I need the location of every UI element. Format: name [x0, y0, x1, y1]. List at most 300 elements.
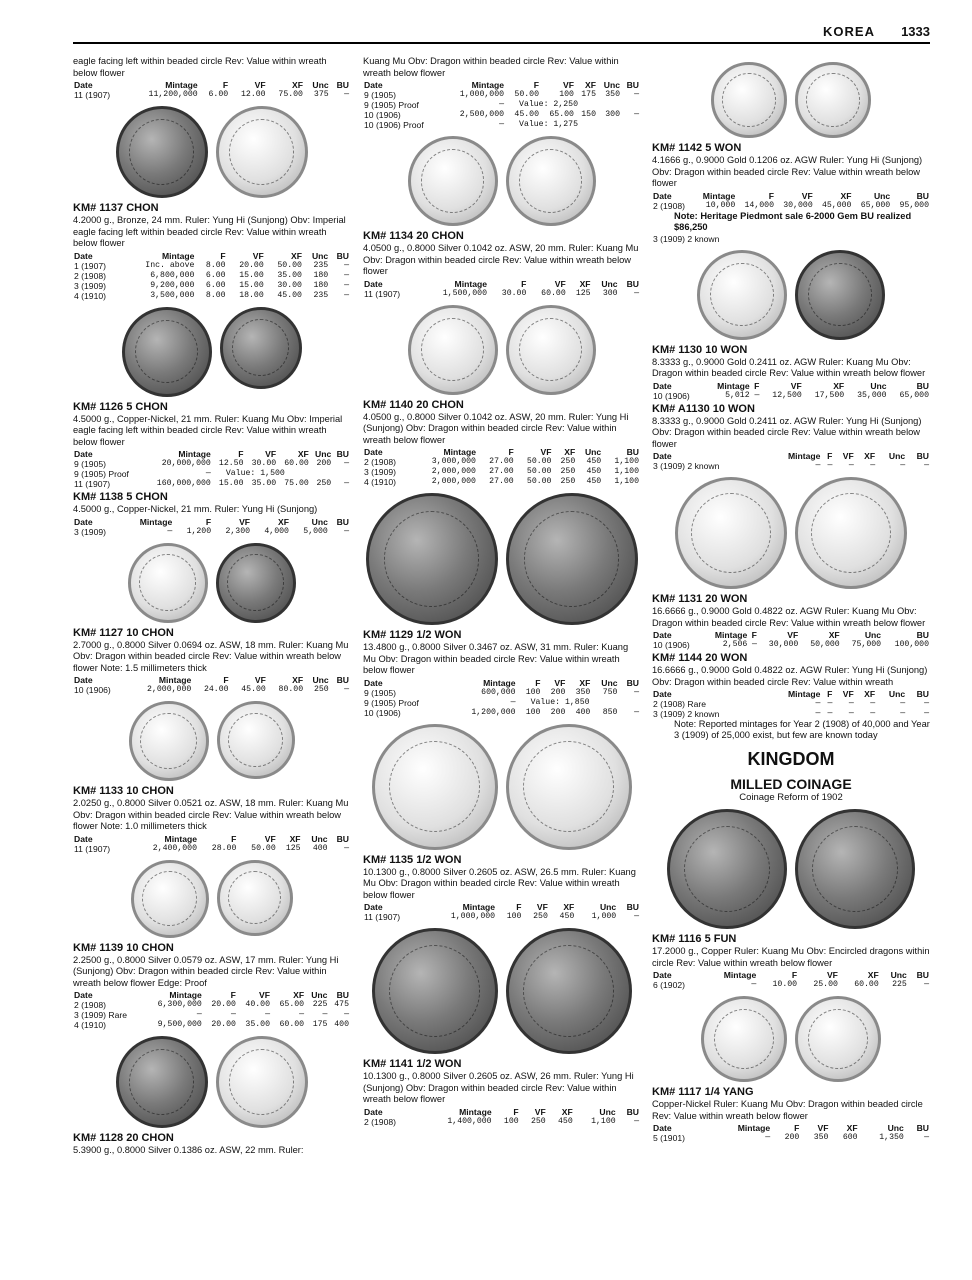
- column-header: Date: [653, 970, 672, 980]
- table-cell: [895, 234, 902, 244]
- table-cell: 180: [313, 270, 329, 280]
- table-cell: 350: [575, 687, 591, 697]
- mintage-table: [652, 1123, 930, 1143]
- table-cell: 2 (1908): [364, 1116, 397, 1127]
- table-cell: —: [499, 120, 505, 129]
- mintage-table: [652, 630, 930, 650]
- column-header: Unc: [864, 630, 882, 640]
- column-header: F: [751, 630, 757, 640]
- column-header: Mintage: [443, 447, 476, 457]
- column-header: BU: [916, 380, 929, 391]
- table-header-row: [363, 1107, 640, 1117]
- entry-title: KM# 1127 10 CHON: [73, 626, 174, 639]
- table-cell: 30,000: [768, 640, 799, 649]
- coin-reverse-image: [506, 724, 632, 850]
- table-cell: 1,100: [614, 457, 639, 466]
- column-header: Unc: [888, 689, 906, 699]
- catalog-entry: [652, 593, 930, 650]
- column-header: BU: [336, 449, 349, 459]
- column-header: F: [222, 80, 229, 90]
- table-cell: 1,400,000: [447, 1116, 492, 1126]
- table-cell: 4,000: [264, 526, 289, 536]
- table-cell: —: [900, 709, 906, 718]
- table-cell: 50.00: [251, 843, 276, 853]
- table-cell: 600: [842, 1133, 858, 1142]
- table-cell: 450: [586, 457, 602, 466]
- column-header: F: [220, 250, 226, 261]
- table-cell: 3 (1909) 2 known: [653, 233, 720, 244]
- table-row: [652, 640, 930, 650]
- table-cell: 65,000: [860, 200, 891, 210]
- column-header: VF: [540, 447, 552, 457]
- column-header: Mintage: [164, 833, 197, 844]
- table-cell: 9 (1905): [364, 90, 397, 100]
- column-header: BU: [916, 689, 929, 699]
- table-row: [73, 685, 350, 695]
- column-header: Date: [74, 516, 93, 527]
- table-cell: [923, 234, 930, 244]
- entry-description: 4.5000 g., Copper-Nickel, 21 mm. Ruler: Yung Hi (Sunjong): [73, 504, 318, 514]
- table-header-row: [73, 449, 350, 459]
- table-cell: 35.00: [251, 479, 277, 488]
- table-row: [652, 461, 930, 471]
- column-header: XF: [833, 380, 845, 391]
- table-cell: —: [827, 699, 833, 708]
- table-cell: 9 (1905) Proof: [364, 697, 419, 708]
- table-cell: 20.00: [211, 1020, 236, 1029]
- catalog-entry: [363, 629, 640, 718]
- column-header: F: [205, 516, 212, 527]
- table-cell: —: [344, 479, 349, 488]
- mintage-table: [73, 251, 350, 301]
- table-cell: 30.00: [277, 280, 302, 290]
- column-header: Date: [74, 250, 93, 261]
- column-header: Date: [653, 380, 672, 391]
- table-row: [73, 1000, 350, 1010]
- column-header: Mintage: [483, 677, 516, 688]
- catalog-entry: [73, 56, 350, 100]
- coin-obverse-image: [129, 701, 209, 781]
- column-header: BU: [336, 990, 349, 1000]
- table-cell: 300: [605, 110, 620, 119]
- table-cell: 235: [313, 290, 329, 300]
- entry-title: KM# 1129 1/2 WON: [363, 629, 462, 641]
- column-header: VF: [817, 1123, 829, 1133]
- column-header: VF: [842, 451, 854, 461]
- column-header: Unc: [311, 833, 328, 844]
- table-cell: 1,000,000: [450, 912, 496, 921]
- column-header: F: [513, 1106, 519, 1117]
- table-cell: 1,500,000: [442, 288, 487, 298]
- table-cell: 45.00: [241, 685, 266, 694]
- column-header: Date: [653, 1123, 672, 1133]
- table-cell: —: [196, 1010, 202, 1019]
- table-cell: 10 (1906): [74, 685, 111, 695]
- table-cell: —: [751, 980, 757, 989]
- column-header: XF: [292, 80, 303, 90]
- table-cell: [909, 234, 916, 244]
- table-cell: 50.00: [277, 260, 302, 270]
- entry-note: Note: Reported mintages for Year 2 (1908) of 40,000 and Year 3 (1909) of 25,000 exist, but few are known today: [674, 719, 930, 740]
- coin-obverse-image: [701, 996, 787, 1082]
- table-cell: 10 (1906): [653, 390, 690, 401]
- entry-title: KM# A1130 10 WON: [652, 402, 755, 415]
- table-cell: 3 (1909) 2 known: [653, 461, 720, 471]
- entry-title: KM# 1137 CHON: [73, 202, 159, 214]
- table-cell: 5,012: [725, 390, 750, 400]
- column-header: VF: [554, 278, 566, 289]
- column-header: VF: [252, 250, 264, 261]
- section-subheading: MILLED COINAGE: [730, 776, 852, 792]
- table-cell: 3 (1909): [364, 467, 397, 477]
- table-row: [73, 1010, 350, 1020]
- table-cell: —: [299, 1010, 305, 1019]
- table-row: [73, 1020, 350, 1030]
- column-header: VF: [534, 1106, 546, 1117]
- catalog-entry: [363, 56, 640, 130]
- column-header: Date: [653, 451, 672, 461]
- table-row: [73, 479, 350, 489]
- entry-description: eagle facing left within beaded circle Rev: Value within wreath below flower: [73, 56, 327, 78]
- mintage-table: [363, 80, 640, 130]
- table-cell: 3 (1909) 2 known: [653, 709, 720, 719]
- column-header: VF: [254, 80, 266, 90]
- table-cell: 2 (1908) Rare: [653, 699, 707, 709]
- table-cell: —: [924, 709, 929, 718]
- entry-note: Note: Heritage Piedmont sale 6-2000 Gem BU realized $86,250: [674, 210, 912, 232]
- column-header: BU: [626, 447, 639, 457]
- table-cell: 450: [586, 467, 602, 476]
- table-row: [363, 120, 640, 130]
- table-cell: 175: [581, 90, 596, 99]
- table-cell: 35.00: [245, 1020, 270, 1029]
- column-2: [363, 56, 640, 1127]
- entry-title: KM# 1142 5 WON: [652, 142, 742, 154]
- table-cell: 12.00: [241, 90, 266, 99]
- table-cell: [916, 234, 923, 244]
- table-cell: 175: [312, 1020, 328, 1029]
- column-header: XF: [289, 833, 301, 844]
- table-cell: 65.00: [279, 1000, 305, 1009]
- table-cell: 150: [581, 110, 596, 119]
- table-row: [652, 699, 930, 709]
- entry-description: 4.2000 g., Bronze, 24 mm. Ruler: Yung Hi (Sunjong) Obv: Imperial eagle facing left within beaded circle Rev: Value within wreath below flower: [73, 215, 346, 248]
- table-cell: 100,000: [894, 640, 929, 649]
- table-cell: —: [924, 461, 929, 470]
- table-cell: 1,200,000: [471, 707, 516, 717]
- coin-obverse-image: [697, 250, 787, 340]
- entry-description: 8.3333 g., 0.9000 Gold 0.2411 oz. AGW Ruler: Yung Hi (Sunjong) Obv: Dragon within beaded circle Rev: Value within wreath below flower: [652, 415, 922, 449]
- entry-title: KM# 1138 5 CHON: [73, 491, 168, 503]
- column-header: VF: [239, 516, 251, 527]
- table-cell: 45.00: [277, 290, 302, 300]
- table-cell: 50.00: [526, 457, 552, 466]
- table-cell: 24.00: [203, 685, 229, 694]
- coin-reverse-image: [506, 928, 632, 1054]
- table-cell: 100: [503, 1116, 519, 1126]
- table-row: [363, 698, 640, 708]
- table-cell: 10 (1906): [653, 640, 690, 650]
- table-cell: —: [848, 461, 854, 470]
- column-header: Date: [74, 80, 93, 90]
- table-cell: 1,000: [591, 912, 617, 921]
- table-cell: 1,350: [879, 1133, 904, 1142]
- column-header: Unc: [603, 80, 620, 90]
- column-header: BU: [336, 80, 349, 90]
- column-header: XF: [561, 1106, 573, 1117]
- coin-obverse-image: [372, 928, 498, 1054]
- table-cell: —: [924, 980, 929, 989]
- table-cell: 8.00: [205, 260, 226, 270]
- table-cell: 1,100: [591, 1116, 616, 1126]
- column-header: F: [533, 80, 539, 90]
- table-cell: 65,000: [899, 390, 929, 400]
- table-cell: 450: [558, 1116, 573, 1126]
- column-header: Mintage: [471, 80, 505, 90]
- table-cell: 600,000: [481, 687, 516, 697]
- table-cell: 45,000: [821, 200, 852, 210]
- catalog-entry: [73, 401, 350, 490]
- column-header: Mintage: [723, 970, 757, 980]
- column-header: Unc: [311, 516, 328, 527]
- table-row: [363, 708, 640, 718]
- column-header: VF: [790, 380, 802, 391]
- entry-title: KM# 1133 10 CHON: [73, 785, 174, 797]
- table-header-row: [73, 675, 350, 685]
- column-header: Date: [653, 689, 672, 699]
- table-cell: —: [751, 640, 757, 649]
- table-cell: 125: [575, 288, 591, 298]
- table-cell: 3 (1909): [74, 280, 107, 291]
- coin-reverse-image: [216, 106, 308, 198]
- catalog-entry: [652, 1086, 930, 1143]
- column-header: Date: [364, 447, 383, 457]
- column-header: Mintage: [161, 250, 195, 261]
- column-header: Unc: [599, 902, 617, 912]
- table-cell: 250: [560, 477, 576, 486]
- table-cell: 350: [813, 1133, 829, 1142]
- table-cell: —: [344, 260, 349, 270]
- column-header: XF: [846, 1123, 858, 1133]
- coin-obverse-image: [122, 307, 212, 397]
- coin-obverse-image: [372, 724, 498, 850]
- table-row: [363, 110, 640, 120]
- table-header-row: [652, 970, 930, 980]
- column-header: Unc: [888, 451, 906, 461]
- coin-reverse-image: [217, 701, 295, 779]
- column-header: F: [521, 278, 527, 289]
- column-header: Unc: [887, 1123, 904, 1133]
- column-header: BU: [916, 630, 929, 640]
- column-header: F: [230, 990, 236, 1000]
- column-header: Date: [74, 675, 93, 685]
- table-cell: 35,000: [857, 390, 887, 400]
- column-header: Mintage: [737, 1123, 771, 1133]
- coin-images: [652, 477, 930, 589]
- column-header: VF: [265, 449, 277, 459]
- column-header: VF: [826, 970, 838, 980]
- coin-obverse-image: [131, 860, 209, 938]
- column-header: BU: [626, 278, 639, 289]
- table-row: [73, 459, 350, 469]
- table-cell: 11 (1907): [74, 843, 111, 854]
- table-cell: —: [815, 699, 821, 708]
- table-row: [652, 201, 930, 211]
- entry-description: 5.3900 g., 0.8000 Silver 0.1386 oz. ASW, 22 mm. Ruler:: [73, 1145, 304, 1155]
- table-cell: 3 (1909): [74, 526, 107, 537]
- table-cell: 2,400,000: [152, 843, 197, 853]
- coin-reverse-image: [795, 809, 915, 929]
- table-cell: 30,000: [783, 200, 813, 210]
- coin-images: [363, 136, 640, 226]
- table-cell: 375: [313, 90, 329, 99]
- column-header: XF: [297, 449, 309, 459]
- column-header: BU: [916, 190, 929, 201]
- table-cell: 6,300,000: [157, 1000, 202, 1009]
- coin-reverse-image: [795, 996, 881, 1082]
- table-cell: 50,000: [810, 640, 840, 649]
- coin-reverse-image: [795, 62, 871, 138]
- column-header: XF: [579, 677, 591, 688]
- table-cell: 9 (1905) Proof: [74, 469, 129, 479]
- table-row: [363, 457, 640, 467]
- table-cell: —: [344, 1010, 349, 1019]
- table-cell: 400: [312, 843, 328, 853]
- column-header: Mintage: [717, 380, 750, 391]
- catalog-entry: [73, 785, 350, 854]
- table-cell: —: [924, 699, 929, 708]
- table-cell: —: [344, 843, 349, 853]
- table-cell: Value: 1,850: [530, 697, 590, 707]
- table-cell: 20.00: [239, 260, 264, 270]
- page-number: 1333: [901, 24, 930, 39]
- table-cell: —: [827, 461, 833, 470]
- column-header: Unc: [599, 1106, 616, 1117]
- table-cell: —: [634, 110, 639, 119]
- table-cell: —: [265, 1010, 270, 1019]
- entry-title: KM# 1117 1/4 YANG: [652, 1086, 754, 1098]
- table-cell: 250: [560, 457, 576, 466]
- coin-images: [363, 493, 640, 625]
- column-header: F: [794, 1123, 800, 1133]
- table-cell: —: [815, 709, 821, 718]
- coin-obverse-image: [667, 809, 787, 929]
- table-cell: 60.00: [279, 1020, 305, 1029]
- coin-images: [652, 809, 930, 929]
- column-header: F: [791, 970, 798, 980]
- table-header-row: [363, 80, 640, 90]
- catalog-entry: [73, 942, 350, 1031]
- table-cell: 180: [313, 280, 329, 290]
- column-header: F: [768, 190, 774, 201]
- table-cell: 11 (1907): [364, 288, 401, 299]
- table-cell: 450: [586, 477, 602, 486]
- column-header: Date: [364, 80, 383, 90]
- table-cell: —: [205, 469, 211, 478]
- entry-title: KM# 1139 10 CHON: [73, 941, 174, 954]
- table-cell: —: [499, 100, 505, 109]
- entry-title: KM# 1141 1/2 WON: [363, 1058, 462, 1070]
- entry-title: KM# 1128 20 CHON: [73, 1132, 174, 1144]
- table-cell: 400: [334, 1020, 349, 1029]
- table-cell: 11 (1907): [74, 479, 111, 489]
- entry-title: KM# 1116 5 FUN: [652, 933, 737, 945]
- column-header: Mintage: [459, 1106, 492, 1117]
- table-cell: 2 (1908): [364, 457, 397, 467]
- column-header: VF: [264, 833, 276, 844]
- column-header: XF: [563, 902, 575, 912]
- column-header: Mintage: [139, 516, 173, 527]
- column-header: BU: [626, 902, 639, 912]
- table-cell: 2,000,000: [431, 477, 476, 486]
- coin-obverse-image: [711, 62, 787, 138]
- entry-description: 10.1300 g., 0.8000 Silver 0.2605 oz. ASW, 26 mm. Ruler: Yung Hi (Sunjong) Obv: Dragon within beaded circle Rev: Value within wreath below flower: [363, 1071, 634, 1104]
- catalog-entry: [652, 403, 930, 472]
- table-cell: 75.00: [278, 90, 303, 99]
- coin-obverse-image: [408, 305, 498, 395]
- column-header: BU: [916, 970, 929, 980]
- column-header: Date: [653, 190, 672, 201]
- mintage-table: [73, 675, 350, 695]
- table-cell: —: [344, 270, 349, 280]
- table-cell: 3,000,000: [431, 457, 476, 466]
- coin-images: [73, 543, 350, 623]
- column-header: F: [238, 449, 244, 459]
- table-cell: 250: [533, 912, 548, 921]
- table-row: [363, 912, 640, 922]
- table-row: [363, 90, 640, 100]
- table-cell: 300: [602, 288, 618, 298]
- table-cell: —: [754, 390, 760, 400]
- catalog-entry: [363, 1058, 640, 1127]
- table-row: [363, 100, 640, 110]
- table-cell: 65.00: [549, 110, 574, 119]
- table-row: [652, 391, 930, 401]
- table-cell: —: [900, 461, 906, 470]
- column-header: Unc: [873, 190, 891, 201]
- table-cell: 2,300: [225, 526, 251, 536]
- table-cell: 25.00: [813, 980, 838, 989]
- table-row: [73, 844, 350, 854]
- table-row: [73, 469, 350, 479]
- coin-images: [363, 928, 640, 1054]
- table-row: [652, 234, 930, 244]
- mintage-table: [652, 451, 930, 471]
- table-cell: 6.00: [205, 280, 226, 290]
- table-row: [73, 90, 350, 100]
- catalog-entry: [73, 627, 350, 696]
- table-cell: 20,000,000: [161, 459, 211, 468]
- table-cell: Inc. above: [145, 260, 195, 270]
- entry-title: KM# 1131 20 WON: [652, 593, 748, 605]
- table-cell: Value: 1,275: [519, 120, 578, 129]
- column-header: Unc: [312, 675, 329, 685]
- column-header: Unc: [311, 990, 328, 1000]
- column-header: F: [754, 380, 760, 391]
- column-header: Unc: [601, 278, 618, 289]
- table-cell: 100: [506, 912, 522, 921]
- table-header-row: [73, 990, 350, 1000]
- entry-title: KM# 1135 1/2 WON: [363, 853, 462, 866]
- entry-description: 2.2500 g., 0.8000 Silver 0.0579 oz. ASW, 17 mm. Ruler: Yung Hi (Sunjong) Obv: Dragon within beaded circle Rev: Value within wreath below flower Edge: Proof: [73, 954, 339, 988]
- entry-title: KM# 1140 20 CHON: [363, 398, 464, 411]
- coin-images: [73, 1036, 350, 1128]
- column-header: Date: [364, 902, 383, 912]
- table-row: [363, 477, 640, 487]
- mintage-table: [363, 447, 640, 487]
- table-cell: 5 (1901): [653, 1133, 686, 1143]
- table-row: [73, 261, 350, 271]
